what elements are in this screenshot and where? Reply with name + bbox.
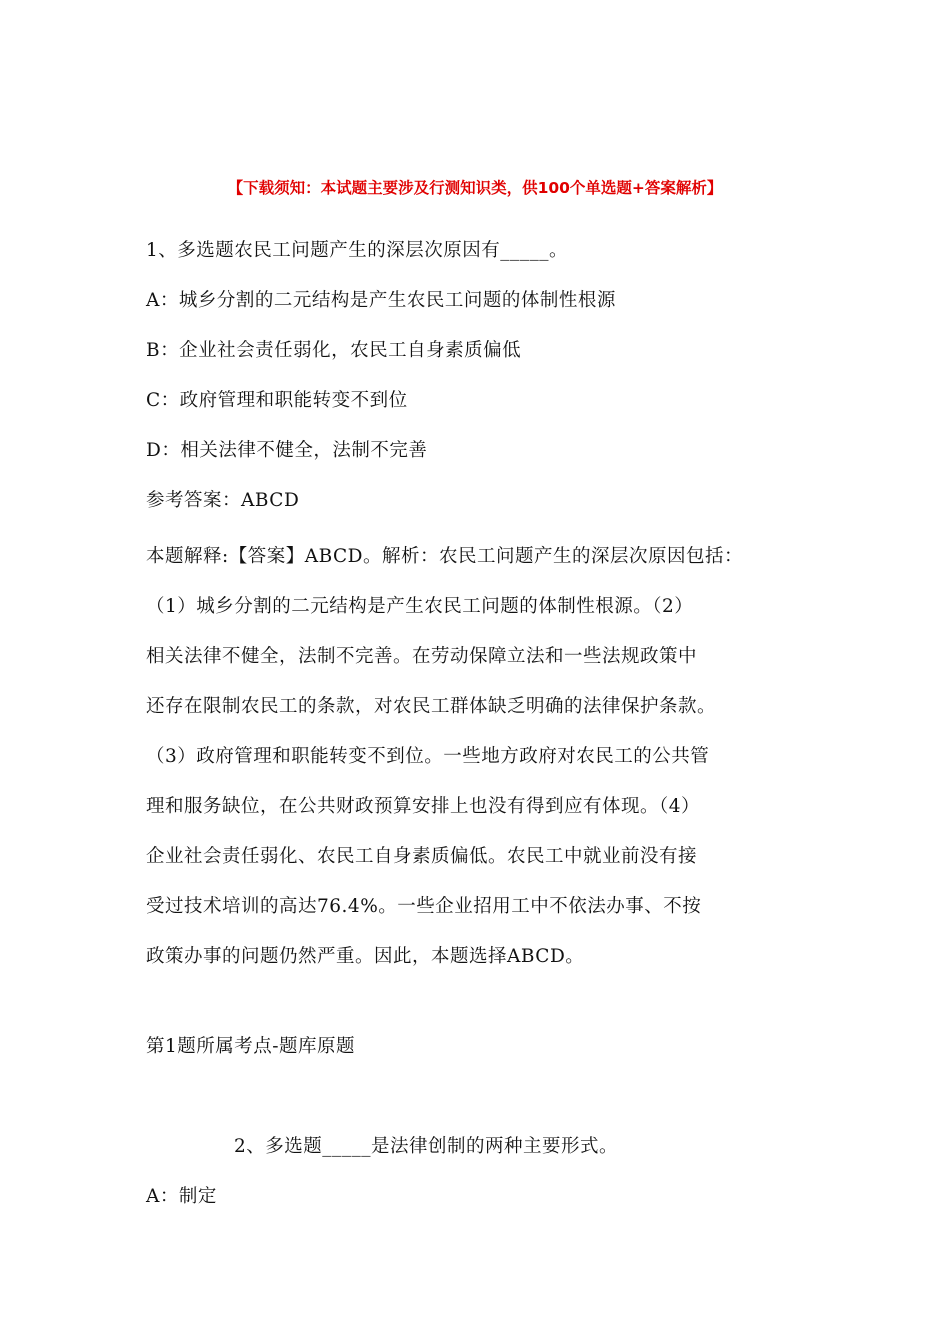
explanation-line: （1）城乡分割的二元结构是产生农民工问题的体制性根源。（2） (146, 596, 694, 617)
question-2-stem: 2、多选题_____是法律创制的两种主要形式。 (234, 1136, 619, 1157)
explanation-line: 政策办事的问题仍然严重。因此，本题选择ABCD。 (146, 946, 585, 967)
question-1-explanation (146, 532, 836, 982)
question-1-topic: 第1题所属考点-题库原题 (146, 1036, 356, 1057)
explanation-line: 理和服务缺位，在公共财政预算安排上也没有得到应有体现。（4） (146, 796, 701, 817)
explanation-line: （3）政府管理和职能转变不到位。一些地方政府对农民工的公共管 (146, 746, 710, 767)
explanation-line: 受过技术培训的高达76.4%。一些企业招用工中不依法办事、不按 (146, 896, 702, 917)
explanation-line: 企业社会责任弱化、农民工自身素质偏低。农民工中就业前没有接 (146, 846, 698, 867)
question-2-option-a: A：制定 (146, 1186, 217, 1207)
explanation-line: 相关法律不健全，法制不完善。在劳动保障立法和一些法规政策中 (146, 646, 698, 667)
download-notice: 【下载须知：本试题主要涉及行测知识类，供100个单选题+答案解析】 (227, 179, 723, 197)
question-1-option-c: C：政府管理和职能转变不到位 (146, 390, 408, 411)
question-1-option-b: B：企业社会责任弱化，农民工自身素质偏低 (146, 340, 522, 361)
question-1-option-d: D：相关法律不健全，法制不完善 (146, 440, 428, 461)
question-1-option-a: A：城乡分割的二元结构是产生农民工问题的体制性根源 (146, 290, 616, 311)
explanation-line: 本题解释:【答案】ABCD。解析：农民工问题产生的深层次原因包括： (146, 546, 744, 567)
question-1-answer: 参考答案：ABCD (146, 490, 300, 511)
question-1-stem: 1、多选题农民工问题产生的深层次原因有_____。 (146, 240, 569, 261)
explanation-line: 还存在限制农民工的条款，对农民工群体缺乏明确的法律保护条款。 (146, 696, 717, 717)
